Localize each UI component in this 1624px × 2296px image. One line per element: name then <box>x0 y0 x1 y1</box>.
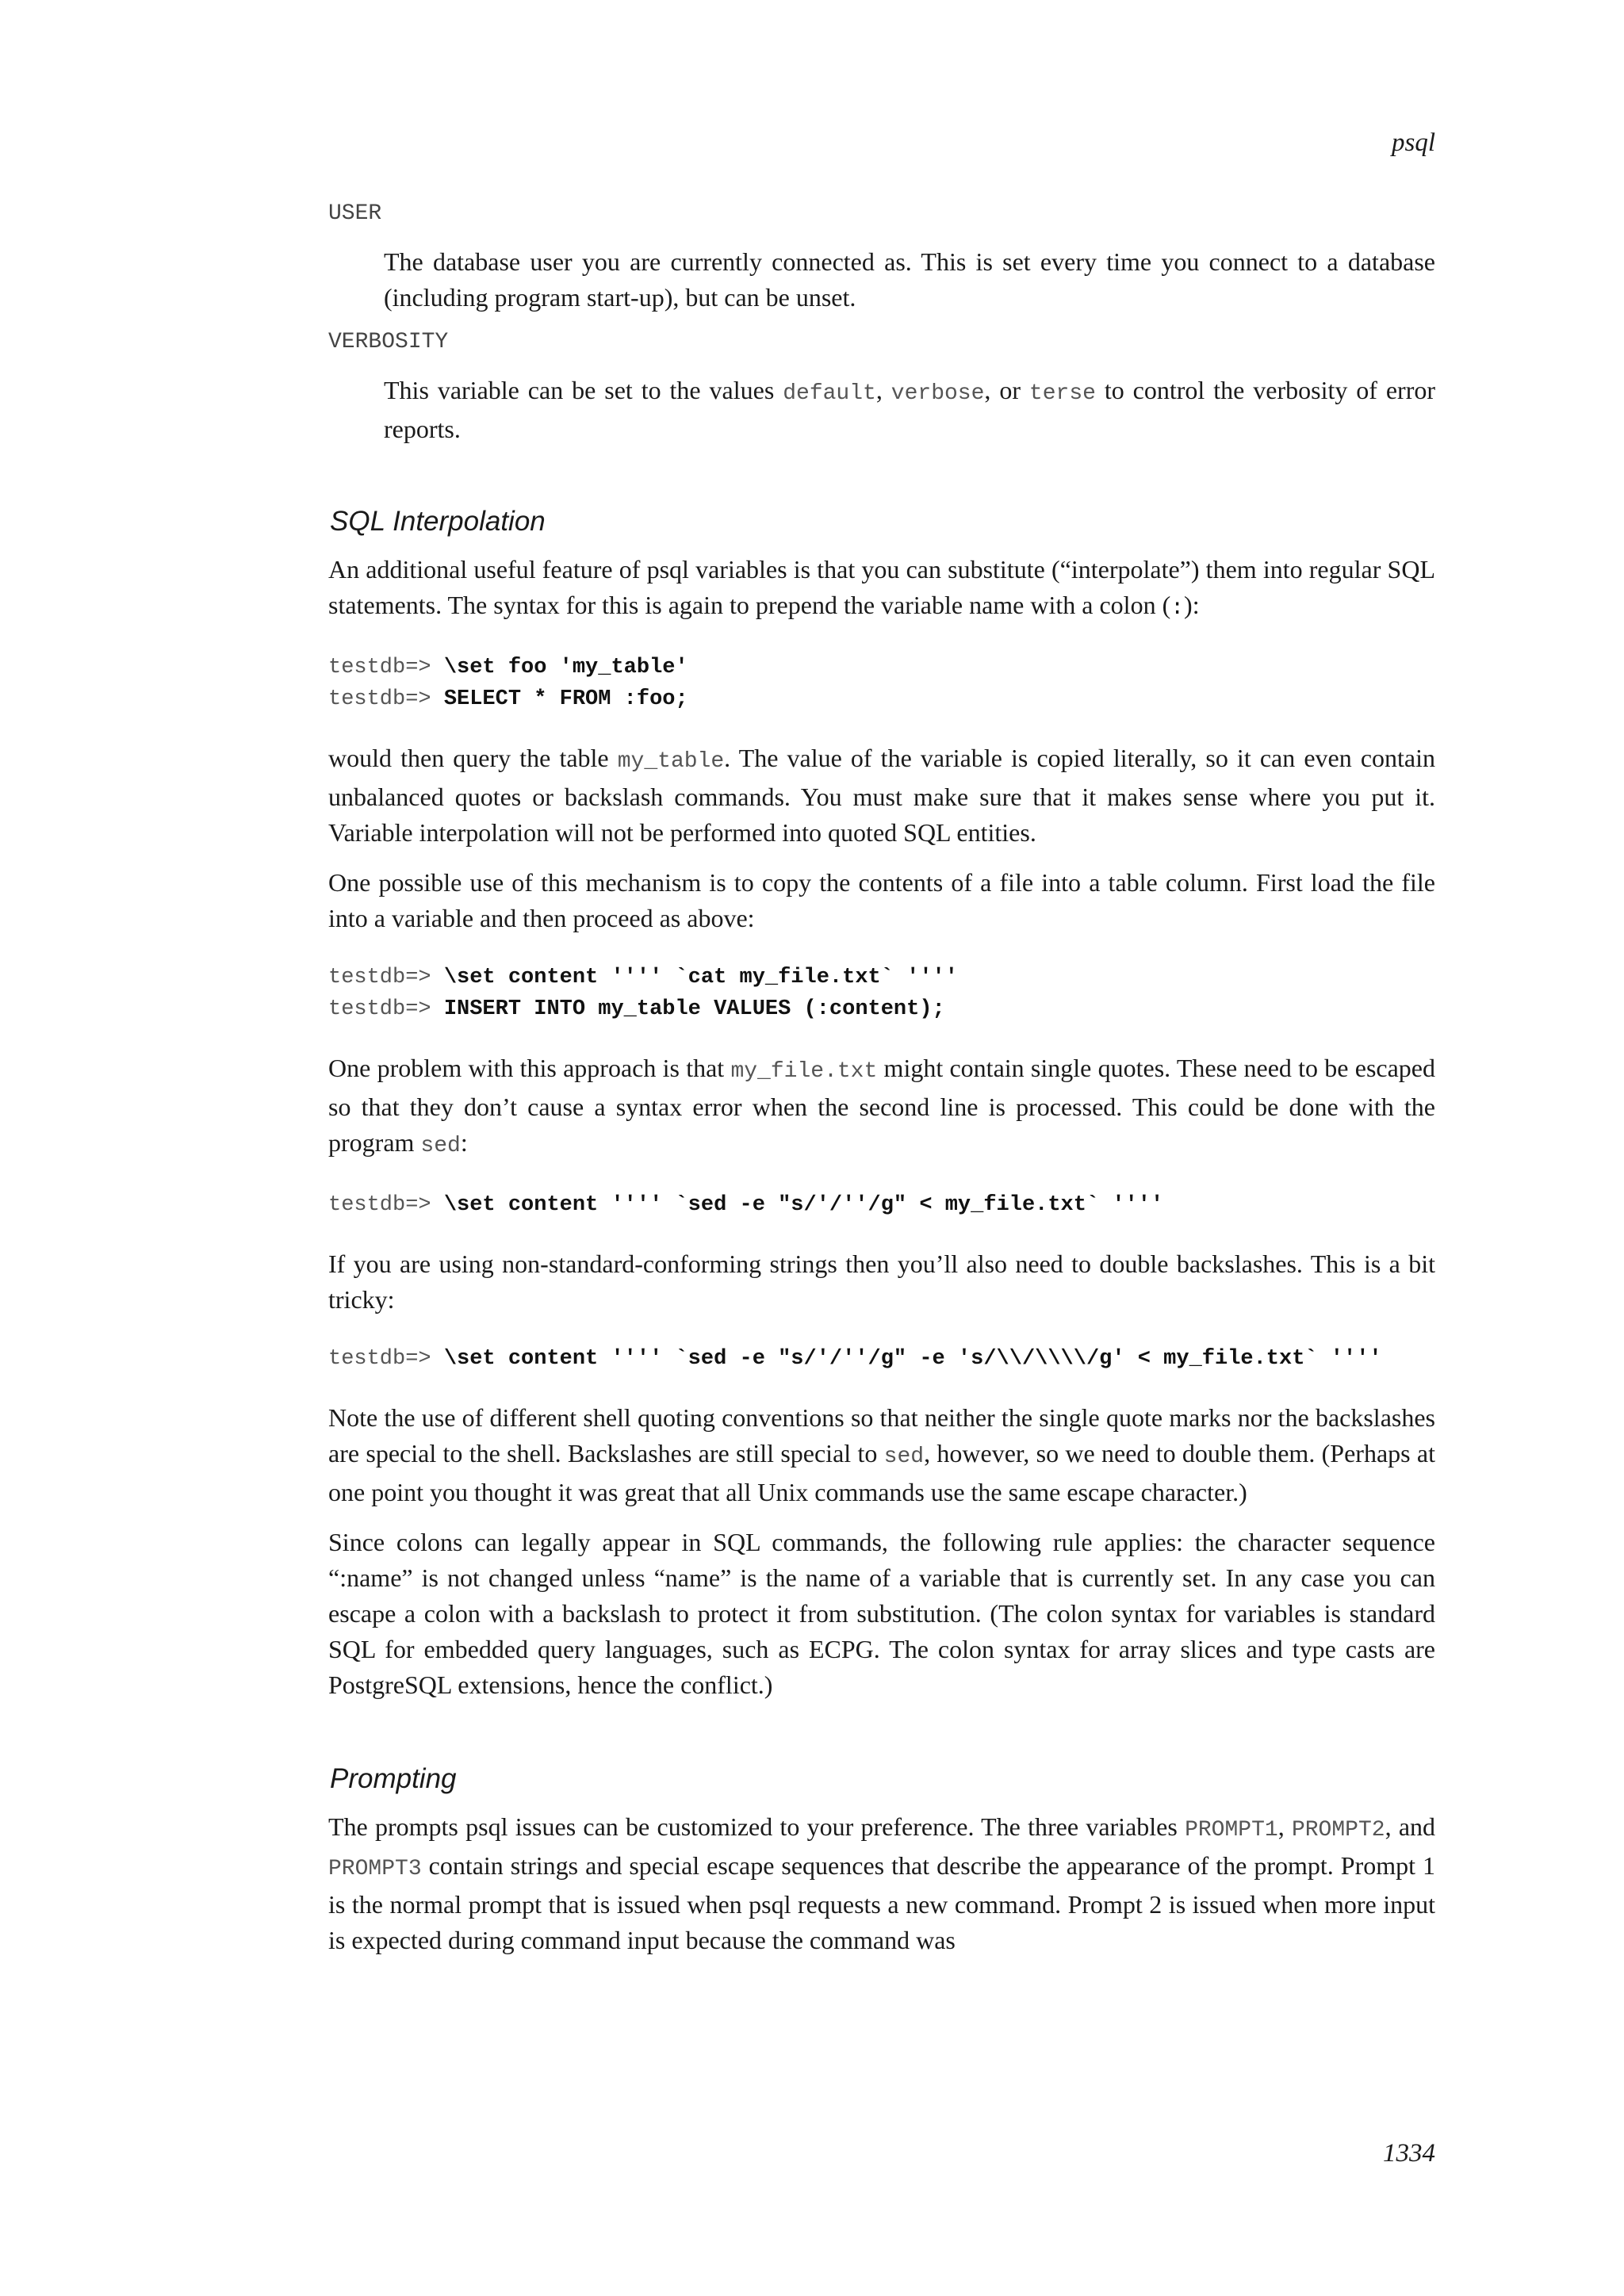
text: Note the use of different shell quoting conventions so that neither the single quote marks nor the backslashes are special to the shell. Backslashes are still special to <box>328 1403 1435 1468</box>
code-my-file: my_file.txt <box>730 1059 878 1084</box>
code-block <box>328 962 1435 1025</box>
code-prompt: testdb=> <box>328 1193 431 1217</box>
text: , and <box>1385 1812 1436 1841</box>
paragraph: Since colons can legally appear in SQL commands, the following rule applies: the character sequence “:name” is not changed unless “name” is the name of a variable that is currently set. In any case you can escape a colon with a backslash to protect it from substitution. (The colon syntax for variables is standard SQL for embedded query languages, such as ECPG. The colon syntax for array slices and type casts are PostgreSQL extensions, hence the conflict.) <box>328 1528 1435 1699</box>
code-block <box>328 1343 1435 1375</box>
text: : <box>460 1128 468 1157</box>
variable-term-user: USER <box>328 201 382 226</box>
code-command: \set content '''' `sed -e "s/'/''/g" -e 's/\\/\\\\/g' < my_file.txt` '''' <box>443 1347 1382 1371</box>
text: , <box>1277 1812 1292 1841</box>
paragraph <box>328 740 1435 851</box>
paragraph <box>328 1400 1435 1510</box>
code-line <box>328 652 1435 683</box>
code-sed: sed <box>420 1134 461 1158</box>
code-command: \set foo 'my_table' <box>443 656 688 679</box>
code-line <box>328 962 1435 993</box>
code-terse: terse <box>1028 381 1096 406</box>
code-prompt: testdb=> <box>328 656 431 679</box>
paragraph <box>328 1050 1435 1164</box>
section-title-sql-interpolation: SQL Interpolation <box>330 506 546 537</box>
running-head: psql <box>1391 128 1435 157</box>
code-colon: : <box>1170 596 1185 621</box>
code-my-table: my_table <box>617 749 725 774</box>
text: , however, so we need to double them. (Perhaps at one point you thought it was great that all Unix commands use the same escape character.) <box>328 1439 1435 1506</box>
code-block <box>328 1189 1435 1221</box>
code-line <box>328 683 1435 715</box>
variable-term-verbosity: VERBOSITY <box>328 330 449 354</box>
code-command: SELECT * FROM :foo; <box>443 687 688 711</box>
section-title-prompting: Prompting <box>330 1763 457 1794</box>
code-verbose: verbose <box>891 381 985 406</box>
text: One problem with this approach is that <box>328 1054 731 1082</box>
code-prompt: testdb=> <box>328 997 431 1021</box>
code-command: \set content '''' `sed -e "s/'/''/g" < my_file.txt` '''' <box>443 1193 1164 1217</box>
code-line <box>328 1189 1435 1221</box>
page-content <box>328 198 1435 1973</box>
paragraph <box>328 552 1435 626</box>
code-prompt: testdb=> <box>328 966 431 989</box>
text: ): <box>1184 591 1200 619</box>
code-command: INSERT INTO my_table VALUES (:content); <box>443 997 945 1021</box>
code-prompt: testdb=> <box>328 687 431 711</box>
variable-desc-user: The database user you are currently connected as. This is set every time you connect to a database (including program start-up), but can be unset. <box>384 247 1435 312</box>
code-prompt2: PROMPT2 <box>1291 1818 1385 1843</box>
code-command: \set content '''' `cat my_file.txt` '''' <box>443 966 958 989</box>
text: to control the verbosity of error reports. <box>384 376 1436 443</box>
code-prompt: testdb=> <box>328 1347 431 1371</box>
text: , <box>875 376 891 404</box>
variable-desc-verbosity <box>384 373 1435 447</box>
page-number: 1334 <box>1383 2139 1435 2168</box>
code-line <box>328 993 1435 1025</box>
text: . The value of the variable is copied literally, so it can even contain unbalanced quotes or backslash commands. You must make sure that it makes sense where you put it. Variable interpolation will not be performed into quoted SQL entities. <box>328 744 1436 847</box>
code-block <box>328 652 1435 715</box>
code-prompt1: PROMPT1 <box>1185 1818 1278 1843</box>
paragraph <box>328 1809 1435 1958</box>
text: This variable can be set to the values <box>384 376 783 404</box>
code-line <box>328 1343 1435 1375</box>
code-default: default <box>783 381 876 406</box>
text: contain strings and special escape sequences that describe the appearance of the prompt. Prompt 1 is the normal prompt that is issued when psql requests a new command. Prompt 2 is issued when more input is expected during command input because the command was <box>328 1851 1435 1954</box>
text: , or <box>984 376 1029 404</box>
text: would then query the table <box>328 744 618 772</box>
code-sed: sed <box>883 1445 925 1469</box>
paragraph: One possible use of this mechanism is to copy the contents of a file into a table column. First load the file into a variable and then proceed as above: <box>328 868 1435 932</box>
paragraph: If you are using non-standard-conforming strings then you’ll also need to double backslashes. This is a bit tricky: <box>328 1249 1435 1314</box>
text: might contain single quotes. These need to be escaped so that they don’t cause a syntax error when the second line is processed. This could be done with the program <box>328 1054 1436 1157</box>
text: An additional useful feature of psql variables is that you can substitute (“interpolate”) them into regular SQL statements. The syntax for this is again to prepend the variable name with a colon ( <box>328 555 1435 619</box>
code-prompt3: PROMPT3 <box>328 1857 422 1881</box>
text: The prompts psql issues can be customized to your preference. The three variables <box>328 1812 1185 1841</box>
